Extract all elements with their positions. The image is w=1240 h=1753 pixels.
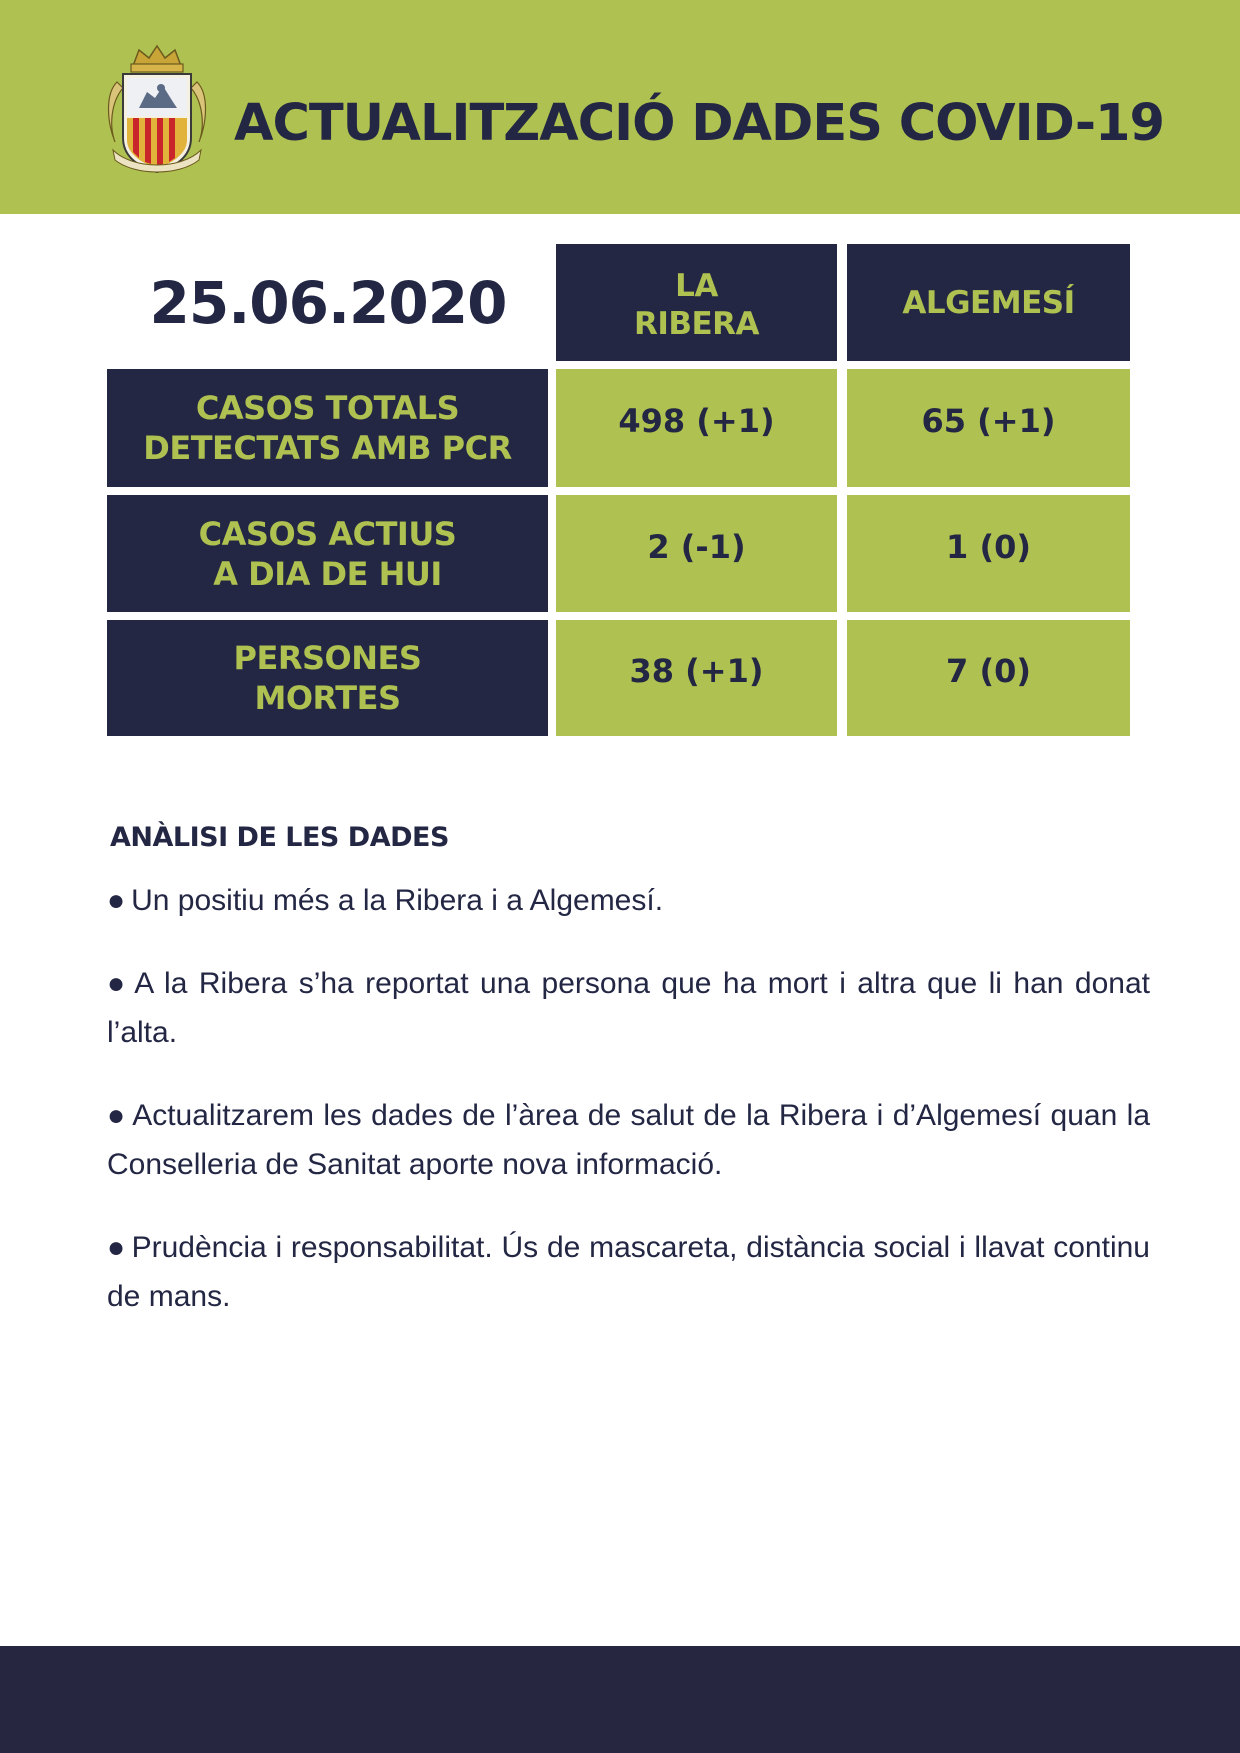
analysis-bullet-list	[107, 876, 1150, 1355]
footer-band	[0, 1646, 1240, 1753]
bullet-icon: ●	[107, 967, 129, 1000]
table-cell-algemesi-persones-mortes	[847, 620, 1130, 736]
list-item	[107, 959, 1150, 1057]
report-date: 25.06.2020	[149, 268, 507, 337]
bullet-text: Un positiu més a la Ribera i a Algemesí.	[131, 884, 664, 917]
bullet-text: Actualitzarem les dades de l’àrea de salut de la Ribera i d’Algemesí quan la Conselleria de Sanitat aporte nova informació.	[107, 1099, 1151, 1181]
row-header-persones-mortes	[107, 620, 548, 736]
column-header-la-ribera	[556, 244, 837, 361]
bullet-icon: ●	[107, 1231, 126, 1264]
table-cell-algemesi-casos-actius	[847, 495, 1130, 612]
cell-value: 7 (0)	[946, 652, 1031, 690]
table-cell-la-ribera-casos-totals	[556, 369, 837, 487]
analysis-heading: ANÀLISI DE LES DADES	[110, 822, 449, 853]
table-cell-algemesi-casos-totals	[847, 369, 1130, 487]
row-header-label: CASOS TOTALS DETECTATS AMB PCR	[143, 389, 512, 467]
list-item	[107, 876, 1150, 925]
column-header-algemesi	[847, 244, 1130, 361]
header-band	[0, 0, 1240, 214]
row-header-casos-actius	[107, 495, 548, 612]
cell-value: 65 (+1)	[921, 402, 1056, 440]
list-item	[107, 1223, 1150, 1321]
column-header-label: LA RIBERA	[633, 267, 760, 342]
column-header-label: ALGEMESÍ	[902, 284, 1075, 321]
list-item	[107, 1091, 1150, 1189]
bullet-icon: ●	[107, 884, 126, 917]
municipal-coat-of-arms-icon	[103, 42, 211, 176]
table-cell-la-ribera-casos-actius	[556, 495, 837, 612]
table-cell-la-ribera-persones-mortes	[556, 620, 837, 736]
cell-value: 498 (+1)	[618, 402, 775, 440]
bullet-text: Prudència i responsabilitat. Ús de mascareta, distància social i llavat continu de mans.	[107, 1231, 1150, 1313]
row-header-label: CASOS ACTIUS A DIA DE HUI	[198, 514, 457, 593]
page-title: ACTUALITZACIÓ DADES COVID-19	[234, 94, 1164, 153]
bullet-icon: ●	[107, 1099, 127, 1132]
cell-value: 1 (0)	[946, 527, 1031, 566]
bullet-text: A la Ribera s’ha reportat una persona que ha mort i altra que li han donat l’alta.	[107, 967, 1151, 1049]
cell-value: 2 (-1)	[647, 527, 746, 566]
row-header-label: PERSONES MORTES	[233, 639, 422, 717]
cell-value: 38 (+1)	[629, 652, 764, 690]
row-header-casos-totals	[107, 369, 548, 487]
